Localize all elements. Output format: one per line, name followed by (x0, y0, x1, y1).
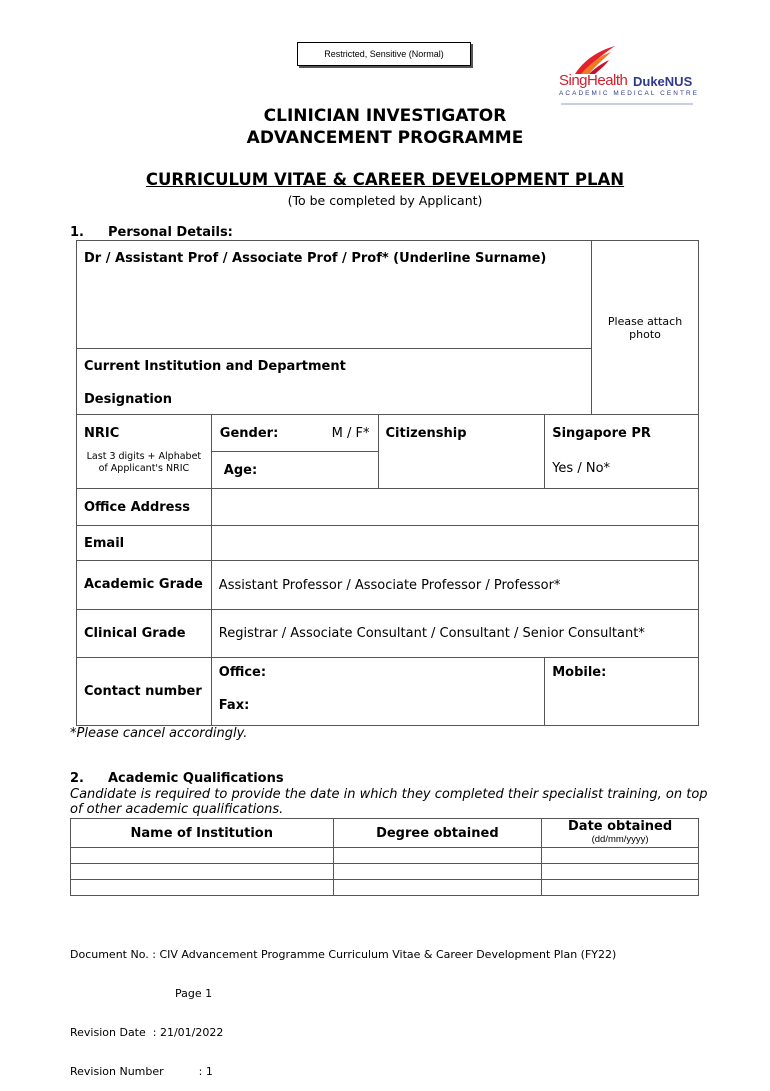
age-label: Age: (223, 462, 258, 478)
office-fax-cell[interactable] (211, 658, 544, 726)
revision-number-label: Revision Number (70, 1065, 164, 1078)
institution-designation-cell[interactable] (77, 349, 592, 415)
gender-label: Gender: (219, 425, 279, 441)
programme-title-line1: CLINICIAN INVESTIGATOR (263, 106, 507, 126)
institution-input[interactable] (71, 864, 334, 880)
office-phone-label: Office: (218, 665, 267, 680)
office-address-field[interactable] (211, 489, 698, 526)
pr-options: Yes / No* (552, 461, 611, 476)
email-label-cell (77, 526, 212, 561)
personal-details-table (76, 240, 699, 726)
col-date-label: Date obtained (568, 819, 673, 834)
name-cell[interactable] (77, 241, 592, 349)
gender-age-cell (211, 415, 378, 489)
date-input[interactable] (542, 880, 699, 896)
fax-label: Fax: (218, 698, 250, 713)
col-degree-header (333, 819, 542, 848)
section2-number: 2. (70, 771, 84, 786)
clinical-grade-label-cell (77, 610, 212, 658)
section2-title: Academic Qualifications (108, 771, 284, 786)
clinical-grade-options: Registrar / Associate Consultant / Consultant / Senior Consultant* (218, 626, 645, 641)
pr-label: Singapore PR (552, 426, 651, 441)
revision-date-label: Revision Date (70, 1026, 146, 1039)
logo-dukenus-text: DukeNUS (633, 74, 693, 89)
section1-number: 1. (70, 225, 84, 240)
section2-heading (70, 771, 284, 786)
office-address-label-cell (77, 489, 212, 526)
degree-input[interactable] (333, 864, 542, 880)
email-label: Email (84, 535, 125, 551)
mobile-cell[interactable] (545, 658, 699, 726)
footer-page: Page 1 (175, 987, 213, 1000)
citizenship-cell[interactable] (378, 415, 545, 489)
doc-no-value: : CIV Advancement Programme Curriculum Vitae & Career Development Plan (FY22) (152, 948, 617, 961)
table-row (71, 848, 699, 864)
section2-instruction: Candidate is required to provide the date in which they completed their specialist training, on top of other academic qualifications. (70, 787, 708, 817)
singhealth-dukenus-logo (553, 44, 703, 106)
nric-cell[interactable] (77, 415, 212, 489)
footer (70, 922, 616, 1091)
degree-input[interactable] (333, 848, 542, 864)
form-subtitle: (To be completed by Applicant) (287, 193, 483, 208)
qualifications-table (70, 818, 699, 896)
citizenship-label: Citizenship (385, 426, 467, 441)
footer-revision-date (70, 1026, 616, 1039)
col-degree-label: Degree obtained (376, 825, 499, 841)
nric-hint: Last 3 digits + Alphabet of Applicant's NRIC (86, 451, 202, 474)
institution-input[interactable] (71, 880, 334, 896)
email-field[interactable] (211, 526, 698, 561)
programme-title-line2: ADVANCEMENT PROGRAMME (246, 128, 524, 148)
section1-title: Personal Details: (108, 225, 233, 240)
academic-grade-label-cell (77, 561, 212, 610)
institution-input[interactable] (71, 848, 334, 864)
academic-grade-label: Academic Grade (84, 577, 203, 592)
contact-label-cell (77, 658, 212, 726)
age-field[interactable] (212, 452, 378, 488)
footer-doc-no (70, 948, 616, 961)
table-row (71, 880, 699, 896)
col-date-format: (dd/mm/yyyy) (591, 834, 649, 845)
form-title: CURRICULUM VITAE & CAREER DEVELOPMENT PLAN (145, 170, 625, 189)
revision-date-value: : 21/01/2022 (152, 1026, 224, 1039)
col-institution-header (71, 819, 334, 848)
contact-label: Contact number (84, 683, 202, 699)
footer-revision-number (70, 1065, 616, 1078)
logo-subtitle-text: ACADEMIC MEDICAL CENTRE (559, 90, 700, 97)
singapore-pr-cell[interactable] (545, 415, 699, 489)
cancel-note: *Please cancel accordingly. (70, 726, 248, 741)
clinical-grade-field[interactable] (211, 610, 698, 658)
photo-cell[interactable] (592, 241, 699, 415)
academic-grade-options: Assistant Professor / Associate Professor / Professor* (218, 577, 561, 593)
degree-input[interactable] (333, 880, 542, 896)
section1-heading (70, 225, 233, 240)
date-input[interactable] (542, 864, 699, 880)
academic-grade-field[interactable] (211, 561, 698, 610)
table-row (71, 864, 699, 880)
revision-number-value: : 1 (198, 1065, 213, 1078)
nric-label: NRIC (84, 426, 120, 441)
office-address-label: Office Address (84, 499, 190, 515)
doc-no-label: Document No. (70, 948, 149, 961)
clinical-grade-label: Clinical Grade (84, 626, 186, 641)
logo-singhealth-text: SingHealth (559, 72, 628, 89)
classification-label: Restricted, Sensitive (Normal) (297, 42, 471, 66)
photo-label: Please attach photo (607, 314, 683, 341)
mobile-label: Mobile: (552, 665, 607, 680)
col-date-header (542, 819, 699, 848)
designation-label: Designation (84, 392, 172, 407)
name-label: Dr / Assistant Prof / Associate Prof / Prof* (Underline Surname) (84, 251, 547, 266)
institution-label: Current Institution and Department (84, 359, 346, 374)
col-institution-label: Name of Institution (130, 825, 273, 841)
gender-options: M / F* (331, 425, 370, 441)
date-input[interactable] (542, 848, 699, 864)
gender-field[interactable] (212, 415, 378, 452)
